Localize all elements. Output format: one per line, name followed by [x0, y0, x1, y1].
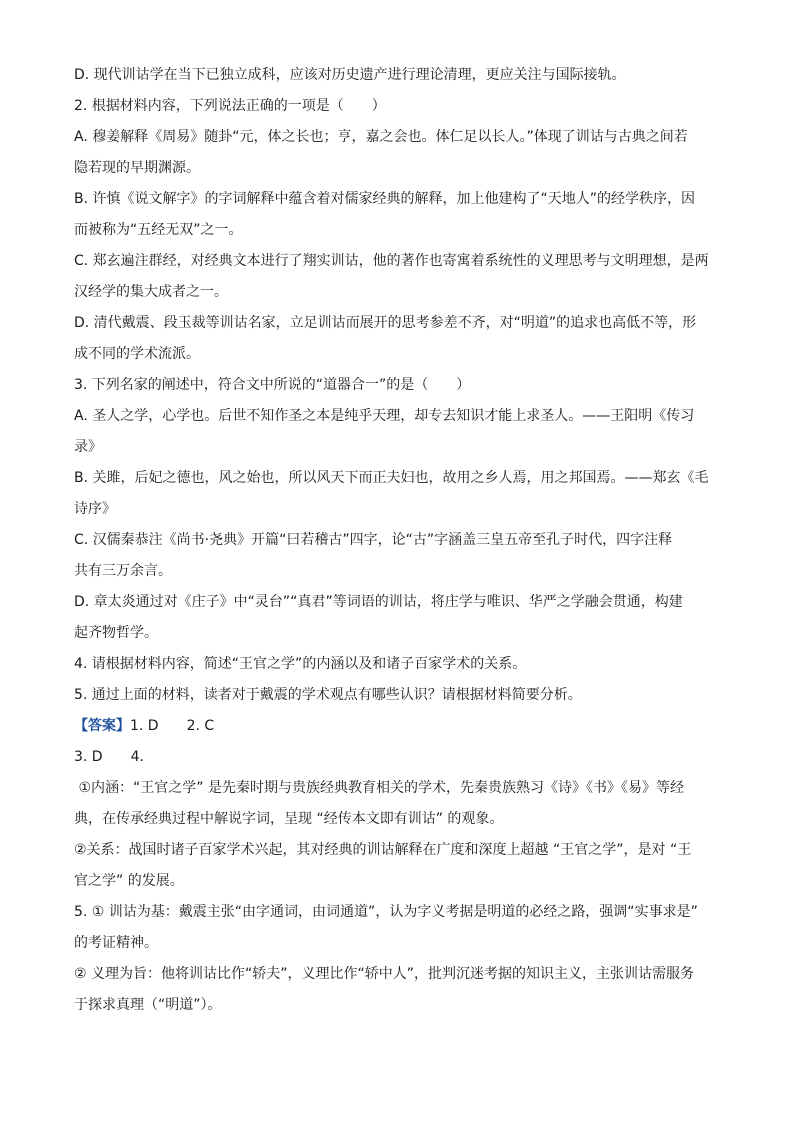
q2-stem: 2. 根据材料内容，下列说法正确的一项是（ ） [74, 98, 386, 114]
answer-line-2: 3. D 4. [74, 749, 144, 765]
q3-option-c-line2: 共有三万余言。 [74, 563, 172, 579]
document-page [74, 60, 728, 1021]
q3-stem: 3. 下列名家的阐述中，符合文中所说的“道器合一”的是（ ） [74, 377, 471, 393]
q2-option-a-line2: 隐若现的早期渊源。 [74, 160, 200, 176]
q2-option-b-line2: 而被称为“五经无双”之一。 [74, 222, 243, 238]
q3-option-a-line2: 录》 [74, 439, 102, 455]
answer-1-2: 1. D 2. C [130, 718, 215, 734]
q3-option-b-line1: B. 关雎，后妃之德也，风之始也，所以风天下而正夫妇也，故用之乡人焉，用之邦国焉。——郑玄《毛 [74, 470, 709, 486]
q3-option-d-line2: 起齐物哲学。 [74, 625, 158, 641]
q1-option-d: D. 现代训诂学在当下已独立成科，应该对历史遗产进行理论清理，更应关注与国际接轨。 [74, 67, 626, 83]
q3-option-c-line1: C. 汉儒秦恭注《尚书·尧典》开篇“曰若稽古”四字，论“古”字涵盖三皇五帝至孔子时代，四字注释 [74, 532, 673, 548]
q3-option-d-line1: D. 章太炎通过对《庄子》中“灵台”“真君”等词语的训诂，将庄学与唯识、华严之学融会贯通，构建 [74, 594, 683, 610]
q2-option-c-line2: 汉经学的集大成者之一。 [74, 284, 228, 300]
q3-option-b-line2: 诗序》 [74, 501, 116, 517]
q5-stem: 5. 通过上面的材料，读者对于戴震的学术观点有哪些认识？请根据材料简要分析。 [74, 687, 582, 703]
q2-option-a-line1: A. 穆姜解释《周易》随卦“元，体之长也；亨，嘉之会也。体仁足以长人。”体现了训诂与古典之间若 [74, 129, 688, 145]
q3-option-a-line1: A. 圣人之学，心学也。后世不知作圣之本是纯乎天理，却专去知识才能上求圣人。——王阳明《传习 [74, 408, 695, 424]
answer4-point2-line1: ②关系：战国时诸子百家学术兴起，其对经典的训诂解释在广度和深度上超越 “王官之学”，是对 “王 [74, 842, 692, 858]
answer5-point1-line2: 的考证精神。 [74, 935, 158, 951]
answer4-point1-line2: 典，在传承经典过程中解说字词，呈现 “经传本文即有训诂” 的观象。 [74, 811, 504, 827]
answer4-point1-line1: ①内涵：“王官之学” 是先秦时期与贵族经典教育相关的学术，先秦贵族熟习《诗》《书》《易》等经 [74, 780, 684, 796]
answer-tag: 【答案】 [74, 718, 130, 734]
answer5-point2-line2: 于探求真理（“明道”）。 [74, 997, 222, 1013]
q2-option-d-line1: D. 清代戴震、段玉裁等训诂名家，立足训诂而展开的思考参差不齐，对“明道”的追求也高低不等，形 [74, 315, 697, 331]
answer-line-1 [74, 711, 728, 742]
answer5-point1-line1: 5. ① 训诂为基：戴震主张“由字通词，由词通道”，认为字义考据是明道的必经之路，强调“实事求是” [74, 904, 698, 920]
answer4-point2-line2: 官之学” 的发展。 [74, 873, 184, 889]
q2-option-d-line2: 成不同的学术流派。 [74, 346, 200, 362]
answer5-point2-line1: ② 义理为旨：他将训诂比作“轿夫”，义理比作“轿中人”，批判沉迷考据的知识主义，主张训诂需服务 [74, 966, 695, 982]
q2-option-c-line1: C. 郑玄遍注群经，对经典文本进行了翔实训诂，他的著作也寄寓着系统性的义理思考与文明理想，是两 [74, 253, 709, 269]
q2-option-b-line1: B. 许慎《说文解字》的字词解释中蕴含着对儒家经典的解释，加上他建构了“天地人”的经学秩序，因 [74, 191, 696, 207]
q4-stem: 4. 请根据材料内容，简述“王官之学”的内涵以及和诸子百家学术的关系。 [74, 656, 527, 672]
